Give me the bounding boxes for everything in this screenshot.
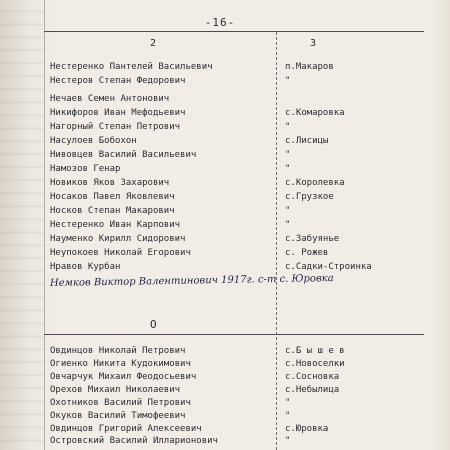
table-row [50,122,440,136]
table-row [50,192,440,206]
place-name: " [285,206,291,216]
person-name: Нечаев Семен Антонович [50,94,170,104]
handwritten-note: Немков Виктор Валентинович 1917г. с-т с. Юровка [49,273,334,289]
table-row [50,94,440,108]
person-name: Носков Степан Макарович [50,206,175,216]
column-header-2: 2 [150,38,157,49]
place-name: с.Новоселки [285,359,345,369]
person-name: Нивовцев Василий Васильевич [50,150,197,160]
person-name: Овдинцов Николай Петрович [50,346,186,356]
left-margin-line [44,0,45,450]
place-name: с.Юровка [285,424,329,434]
section-rule [44,334,424,335]
place-name: с.Грузкое [285,192,334,202]
person-name: Намозов Генар [50,164,121,174]
table-row [50,372,440,386]
place-name: с.Комаровка [285,108,345,118]
page-number: -16- [204,16,236,29]
place-name: " [285,398,291,408]
table-row [50,206,440,220]
place-name: с.Садки-Строинка [285,262,372,272]
place-name: " [285,220,291,230]
person-name: Неупокоев Николай Егорович [50,248,191,258]
table-row [50,76,440,90]
person-name: Овчарчук Михаил Феодосьевич [50,372,197,382]
header-rule [44,31,424,32]
place-name: " [285,122,291,132]
table-row [50,150,440,164]
place-name: с.Небылица [285,385,340,395]
person-name: Насулоев Бобохон [50,136,137,146]
table-row [50,108,440,122]
person-name: Окуков Василий Тимофеевич [50,411,186,421]
person-name: Носаков Павел Яковлевич [50,192,175,202]
table-row [50,359,440,373]
person-name: Никифоров Иван Мефодьевич [50,108,186,118]
person-name: Новиков Яков Захарович [50,178,170,188]
place-name: п.Макаров [285,62,334,72]
table-row [50,385,440,399]
section-marker: О [150,318,157,331]
table-row [50,346,440,360]
page-edge-bleed [0,0,44,450]
table-row [50,248,440,262]
person-name: Нестеров Степан Федорович [50,76,186,86]
person-name: Нравов Курбан [50,262,121,272]
place-name: с.Лисицы [285,136,329,146]
place-name: с.Королевка [285,178,345,188]
place-name: " [285,150,291,160]
table-row [50,234,440,248]
person-name: Островский Василий Илларионович [50,436,218,446]
place-name: с.Б ы ш е в [285,346,345,356]
table-row [50,436,440,450]
person-name: Нестеренко Пантелей Васильевич [50,62,213,72]
place-name: с.Забуянье [285,234,340,244]
person-name: Орехов Михаил Николаевич [50,385,181,395]
person-name: Овдинцов Григорий Алексеевич [50,424,202,434]
person-name: Науменко Кирилл Сидорович [50,234,186,244]
place-name: с. Рожев [285,248,329,258]
place-name: " [285,411,291,421]
column-header-3: 3 [310,38,317,49]
person-name: Огиенко Никита Кудокимович [50,359,191,369]
person-name: Охотников Василий Петрович [50,398,191,408]
table-row [50,220,440,234]
table-row [50,398,440,412]
table-row [50,136,440,150]
person-name: Нестеренко Иван Карпович [50,220,181,230]
place-name: " [285,436,291,446]
place-name: с.Сосновка [285,372,340,382]
place-name: " [285,164,291,174]
person-name: Нагорный Степан Петрович [50,122,181,132]
table-row [50,62,440,76]
place-name: " [285,76,291,86]
table-row [50,178,440,192]
table-row [50,411,440,425]
table-row [50,164,440,178]
